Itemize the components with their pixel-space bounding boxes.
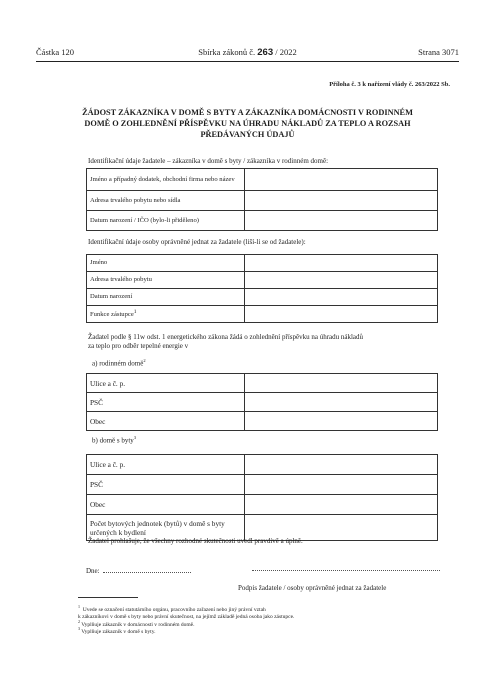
a-street-label: Ulice a č. p. [87,374,245,393]
footnote-ref: 2 [143,358,146,363]
applicant-birthdate-label: Datum narození / IČO (bylo-li přiděleno) [87,211,245,231]
table-row [87,169,438,191]
table-row [87,272,438,289]
table-row [87,191,438,211]
rep-birthdate-field[interactable] [244,289,437,306]
rep-name-field[interactable] [244,255,437,272]
option-b-text: b) domě s byty [92,436,134,445]
rep-address-label: Adresa trvalého pobytu [87,272,245,289]
request-line-1: Žadatel podle § 11w odst. 1 energetického zákona žádá o zohlednění příspěvku na úhradu nákladů [88,333,364,341]
rep-function-label [87,306,245,323]
applicant-name-field[interactable] [244,169,437,191]
header-collection-prefix: Sbírka zákonů č. [198,47,256,57]
applicant-address-field[interactable] [244,191,437,211]
b-street-field[interactable] [244,455,437,475]
family-house-table [86,373,438,431]
signature-label: Podpis žadatele / osoby oprávněné jednat za žadatele [238,584,387,592]
header-collection-year: / 2022 [275,47,297,57]
option-a-label [92,358,146,367]
a-street-field[interactable] [244,374,437,393]
title-line-1: ŽÁDOST ZÁKAZNÍKA V DOMĚ S BYTY A ZÁKAZNÍKA DOMÁCNOSTI V RODINNÉM [82,108,413,117]
applicant-table [86,168,438,231]
section-applicant-label: Identifikační údaje žadatele – zákazníka v domě s byty / zákazníka v rodinném domě: [88,157,329,165]
footnote-3 [78,625,378,636]
footnote-1-text: Uvede se označení statutárního orgánu, pracovního zařazení nebo jiný právní vztah [82,606,266,613]
a-city-label: Obec [87,412,245,431]
b-city-label: Obec [87,495,245,515]
a-zip-field[interactable] [244,393,437,412]
table-row [87,495,438,515]
header-collection [36,47,459,58]
signature-field[interactable] [252,570,440,571]
rep-address-field[interactable] [244,272,437,289]
table-row [87,211,438,231]
b-city-field[interactable] [244,495,437,515]
footnote-2-number: 2 [78,619,80,624]
rep-birthdate-label: Datum narození [87,289,245,306]
footnote-ref: 3 [133,435,137,440]
applicant-name-label: Jméno a případný dodatek, obchodní firma nebo název [87,169,245,191]
date-field[interactable] [103,566,191,573]
rep-function-field[interactable] [244,306,437,323]
applicant-birthdate-field[interactable] [244,211,437,231]
table-row [87,475,438,495]
footnote-ref: 1 [133,309,137,316]
document-title [60,107,435,140]
header-page-number: Strana 3071 [418,47,459,57]
footnote-1-line-1 [78,603,378,614]
section-representative-label: Identifikační údaje osoby oprávněné jednat za žadatele (liší-li se od žadatele): [88,238,306,246]
option-b-label [92,435,136,444]
table-row [87,455,438,475]
rep-name-label: Jméno [87,255,245,272]
b-street-label: Ulice a č. p. [87,455,245,475]
header-collection-number: 263 [257,47,274,58]
title-line-2: DOMĚ O ZOHLEDNĚNÍ PŘÍSPĚVKU NA ÚHRADU NÁKLADŮ ZA TEPLO A ROZSAH [84,119,411,128]
declaration-text: Žadatel prohlašuje, že všechny rozhodné skutečnosti uvedl pravdivě a úplně. [88,537,303,545]
date-line [86,566,191,575]
table-row [87,289,438,306]
date-label: Dne: [86,567,100,575]
request-line-2: za teplo pro odběr tepelné energie v [88,342,189,350]
b-units-label: Počet bytových jednotek (bytů) v domě s byty určených k bydlení [87,515,245,541]
footnote-1-number: 1 [78,604,80,609]
footnote-3-number: 3 [78,626,80,631]
footnote-1-line-2: k zákazníkovi v domě s byty nebo právní skutečnost, na jejímž základě jedná osoba jako zástupce. [78,613,295,620]
apartment-house-table [86,454,438,541]
table-row [87,412,438,431]
table-row [87,374,438,393]
header-rule [36,61,459,62]
annex-reference: Příloha č. 3 k nařízení vlády č. 263/2022 Sb. [329,81,450,88]
footnote-rule [78,597,138,598]
footnote-3-text: Vyplňuje zákazník v domě s byty. [81,628,156,635]
applicant-address-label: Adresa trvalého pobytu nebo sídla [87,191,245,211]
b-zip-field[interactable] [244,475,437,495]
a-city-field[interactable] [244,412,437,431]
table-row [87,393,438,412]
page-header [36,47,459,59]
b-zip-label: PSČ [87,475,245,495]
header-issue: Částka 120 [36,47,75,57]
table-row [87,306,438,323]
request-text [88,333,363,351]
footnote-2-text: Vyplňuje zákazník v domácnosti v rodinném domě. [81,621,195,628]
option-a-text: a) rodinném domě [92,359,144,368]
a-zip-label: PSČ [87,393,245,412]
representative-table [86,254,438,323]
table-row [87,255,438,272]
rep-function-text: Funkce zástupce [90,311,134,319]
title-line-3: PŘEDÁVANÝCH ÚDAJŮ [200,130,295,139]
